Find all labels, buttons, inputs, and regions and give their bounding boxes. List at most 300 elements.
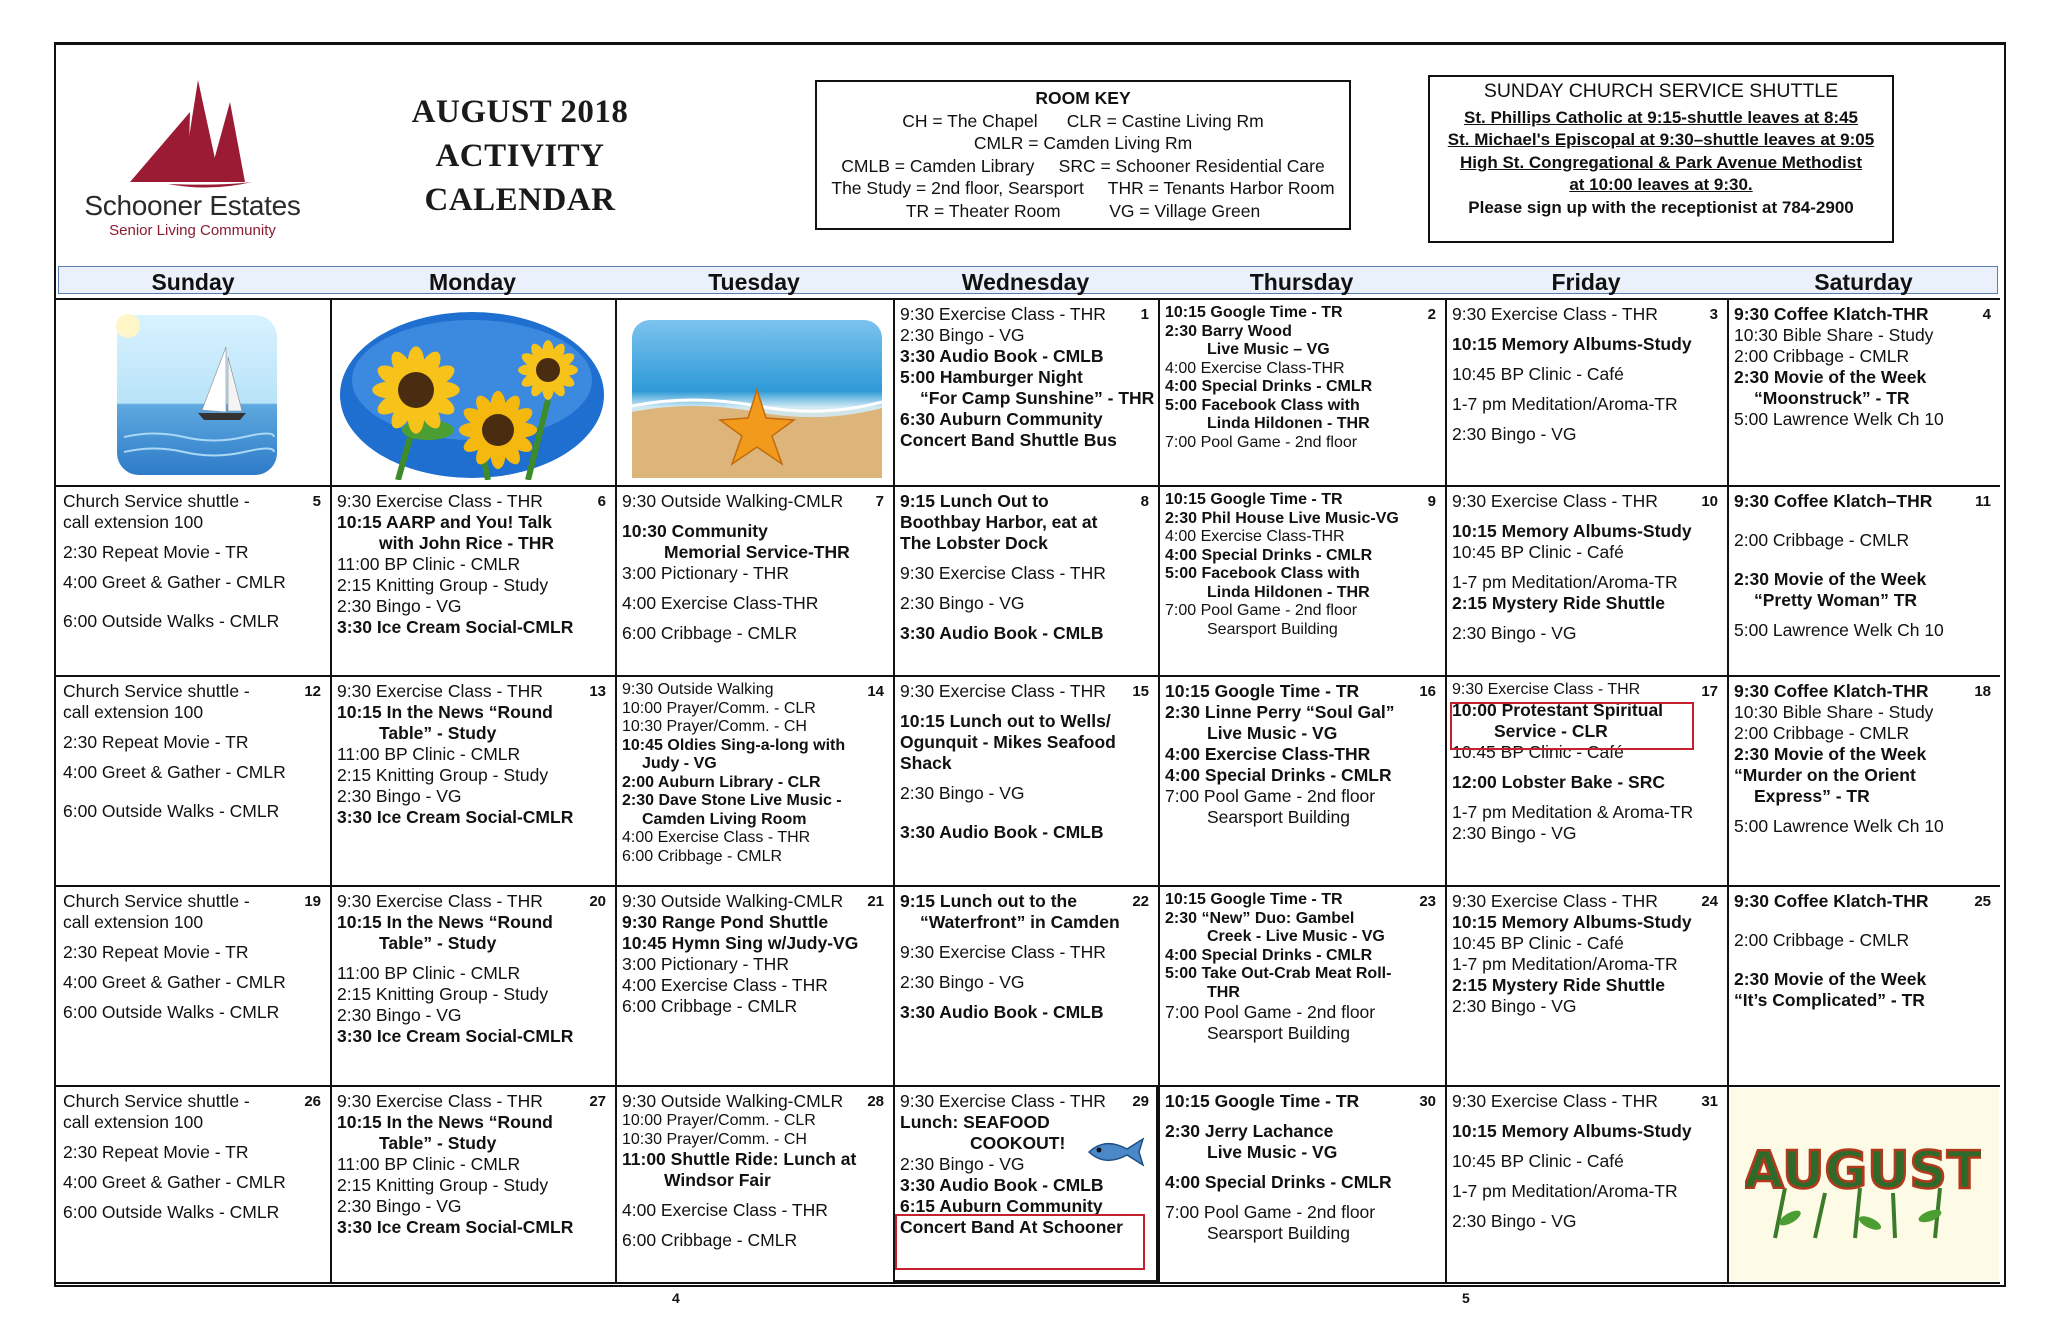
event-item: 9:30 Exercise Class - THR — [1452, 491, 1658, 511]
day-number: 28 — [867, 1093, 884, 1110]
event-item: 2:30 Bingo - VG — [900, 593, 1025, 613]
grid-divider — [56, 485, 2000, 487]
event-item: 2:30 Bingo - VG — [337, 1196, 462, 1216]
event-item: 1-7 pm Meditation/Aroma-TR — [1452, 394, 1678, 414]
event-item: 11:00 BP Clinic - CMLR — [337, 1154, 521, 1174]
event-item: 6:15 Auburn Community — [900, 1196, 1103, 1216]
event-item: 2:30 Movie of the Week — [1734, 744, 1927, 764]
event-item: 9:15 Lunch Out to — [900, 491, 1049, 511]
day-cell — [617, 888, 892, 1084]
room-key-line: CH = The Chapel CLR = Castine Living Rm — [902, 110, 1264, 131]
shuttle-heading: SUNDAY CHURCH SERVICE SHUTTLE — [1483, 80, 1839, 102]
weekday-thursday: Thursday — [1249, 269, 1354, 295]
sailboat-logo-icon — [70, 72, 315, 192]
event-item: 9:30 Exercise Class - THR — [1452, 1091, 1658, 1111]
highlight-box — [1450, 702, 1694, 750]
event-item: 6:00 Outside Walks - CMLR — [63, 1002, 280, 1022]
event-item: call extension 100 — [63, 702, 204, 722]
event-item: 4:00 Special Drinks - CMLR — [1165, 378, 1373, 395]
event-item: 9:30 Coffee Klatch-THR — [1734, 891, 1929, 911]
room-key-line: TR = Theater Room VG = Village Green — [905, 200, 1261, 221]
event-item: 2:30 Bingo - VG — [900, 783, 1025, 803]
day-number: 27 — [589, 1093, 606, 1110]
weekday-sunday: Sunday — [151, 269, 235, 295]
event-item: 11:00 BP Clinic - CMLR — [337, 963, 521, 983]
event-item: 9:30 Outside Walking-CMLR — [622, 491, 844, 511]
event-item: 4:00 Special Drinks - CMLR — [1165, 1172, 1392, 1192]
event-item: 2:30 Bingo - VG — [1452, 996, 1577, 1016]
event-item: 2:00 Cribbage - CMLR — [1734, 346, 1910, 366]
event-item: 11:00 BP Clinic - CMLR — [337, 744, 521, 764]
event-item: 5:00 Facebook Class with — [1165, 396, 1360, 414]
day-cell — [1160, 1088, 1444, 1281]
event-item: 10:30 Bible Share - Study — [1734, 325, 1934, 345]
event-item: 6:00 Cribbage - CMLR — [622, 623, 798, 643]
logo-name: Schooner Estates — [84, 190, 301, 221]
day-number: 12 — [304, 683, 321, 700]
event-item: 9:15 Lunch out to the — [900, 891, 1077, 911]
grid-divider — [56, 1282, 2000, 1284]
event-item: 5:00 Lawrence Welk Ch 10 — [1734, 620, 1944, 640]
grid-divider — [56, 298, 2000, 300]
event-item: 2:15 Knitting Group - Study — [337, 1175, 549, 1195]
event-item: Table” - Study — [379, 1133, 497, 1153]
event-item: 4:00 Exercise Class-THR — [1165, 528, 1345, 545]
event-item: 10:15 In the News “Round — [337, 702, 553, 722]
event-item: Lunch: SEAFOOD — [900, 1112, 1050, 1132]
event-item: 9:30 Exercise Class - THR — [337, 1091, 543, 1111]
event-item: Judy - VG — [642, 755, 717, 772]
day-cell — [1160, 888, 1444, 1084]
day-cell — [895, 888, 1157, 1084]
event-item: 3:30 Ice Cream Social-CMLR — [337, 1026, 574, 1046]
day-number: 3 — [1709, 306, 1718, 323]
event-item: 10:45 BP Clinic - Café — [1452, 1151, 1624, 1171]
event-item: COOKOUT! — [970, 1133, 1066, 1153]
day-number: 25 — [1974, 893, 1991, 910]
event-item: Windsor Fair — [664, 1170, 771, 1190]
event-item: 5:00 Take Out-Crab Meat Roll- — [1165, 965, 1392, 982]
event-item: 10:15 Google Time - TR — [1165, 891, 1343, 908]
event-item: 7:00 Pool Game - 2nd floor — [1165, 602, 1358, 619]
day-number: 17 — [1701, 683, 1718, 700]
event-item: 2:30 Bingo - VG — [337, 786, 462, 806]
event-item: Searsport Building — [1207, 1223, 1350, 1243]
event-item: 2:30 Repeat Movie - TR — [63, 542, 249, 562]
event-item: call extension 100 — [63, 912, 204, 932]
event-item: 10:45 BP Clinic - Café — [1452, 542, 1624, 562]
event-item: 2:30 Bingo - VG — [1452, 1211, 1577, 1231]
event-item: Linda Hildonen - THR — [1207, 415, 1370, 432]
event-item: 10:45 BP Clinic - Café — [1452, 741, 1624, 762]
day-cell — [617, 488, 892, 674]
day-cell — [1160, 301, 1444, 484]
room-key-line: CMLR = Camden Living Rm — [973, 133, 1193, 153]
day-cell — [332, 1088, 614, 1281]
emphasis-box — [893, 1085, 1158, 1282]
day-number: 26 — [304, 1093, 321, 1110]
event-item: 6:30 Auburn Community — [900, 409, 1103, 429]
event-item: 2:30 Bingo - VG — [1452, 424, 1577, 444]
day-cell — [1729, 888, 1999, 1084]
event-item: 6:00 Cribbage - CMLR — [622, 996, 798, 1016]
room-key-heading: ROOM KEY — [1035, 88, 1131, 108]
day-number: 9 — [1427, 493, 1436, 510]
logo-tagline: Senior Living Community — [109, 222, 276, 239]
event-item: 7:00 Pool Game - 2nd floor — [1165, 433, 1358, 451]
day-cell — [332, 488, 614, 674]
day-number: 24 — [1701, 893, 1718, 910]
day-number: 20 — [589, 893, 606, 910]
event-item: 4:00 Exercise Class-THR — [1165, 359, 1345, 377]
event-item: Church Service shuttle - — [63, 891, 250, 911]
event-item: 9:30 Coffee Klatch-THR — [1734, 681, 1929, 701]
title-line: AUGUST 2018 — [411, 94, 629, 130]
event-item: call extension 100 — [63, 1112, 204, 1132]
event-item: 4:00 Special Drinks - CMLR — [1165, 946, 1373, 964]
weekday-monday: Monday — [429, 269, 516, 295]
event-item: 4:00 Special Drinks - CMLR — [1165, 546, 1373, 564]
day-cell — [1447, 1088, 1726, 1281]
event-item: 3:30 Ice Cream Social-CMLR — [337, 617, 574, 637]
day-number: 23 — [1419, 893, 1436, 910]
day-number: 11 — [1975, 493, 1991, 510]
event-item: 2:30 Jerry Lachance — [1165, 1121, 1334, 1141]
event-item: 9:30 Outside Walking — [622, 681, 774, 698]
event-item: Church Service shuttle - — [63, 681, 250, 701]
event-item: “Waterfront” in Camden — [920, 912, 1120, 932]
event-item: 9:30 Outside Walking-CMLR — [622, 1091, 844, 1111]
day-number: 29 — [1132, 1093, 1149, 1110]
event-item: 5:00 Facebook Class with — [1165, 565, 1360, 582]
event-item: 6:00 Outside Walks - CMLR — [63, 1202, 280, 1222]
event-item: Camden Living Room — [642, 810, 807, 828]
weekday-friday: Friday — [1551, 269, 1621, 295]
event-item: 10:00 Protestant Spiritual — [1452, 699, 1664, 720]
event-item: 2:30 Repeat Movie - TR — [63, 942, 249, 962]
grid-divider — [56, 885, 2000, 887]
event-item: 3:30 Ice Cream Social-CMLR — [337, 807, 574, 827]
event-item: call extension 100 — [63, 512, 204, 532]
weekday-wednesday: Wednesday — [961, 269, 1090, 295]
event-item: 10:30 Prayer/Comm. - CH — [622, 718, 807, 735]
event-item: 9:30 Exercise Class - THR — [900, 681, 1106, 701]
day-cell — [895, 488, 1157, 674]
event-item: Searsport Building — [1207, 807, 1350, 827]
event-item: 10:30 Prayer/Comm. - CH — [622, 1130, 807, 1148]
event-item: 2:30 Movie of the Week — [1734, 367, 1927, 387]
day-cell — [332, 678, 614, 884]
room-key-box — [815, 80, 1351, 230]
page-title — [370, 90, 670, 222]
event-item: 10:15 Lunch out to Wells/ — [900, 711, 1111, 731]
event-item: 6:00 Outside Walks - CMLR — [63, 801, 280, 821]
event-item: 4:00 Greet & Gather - CMLR — [63, 762, 286, 782]
event-item: 4:00 Exercise Class - THR — [622, 829, 811, 846]
title-line: CALENDAR — [424, 182, 616, 218]
room-key-line: The Study = 2nd floor, Searsport THR = Tenants Harbor Room — [831, 178, 1335, 198]
event-item: 3:00 Pictionary - THR — [622, 563, 789, 583]
event-item: 3:30 Audio Book - CMLB — [900, 822, 1104, 842]
day-cell — [1447, 301, 1726, 484]
event-item: 9:30 Outside Walking-CMLR — [622, 891, 844, 911]
day-number: 10 — [1701, 493, 1718, 510]
day-cell — [1160, 678, 1444, 884]
weekday-saturday: Saturday — [1814, 269, 1913, 295]
event-item: 2:30 Bingo - VG — [900, 325, 1025, 345]
event-item: 4:00 Greet & Gather - CMLR — [63, 1172, 286, 1192]
event-item: “Pretty Woman” TR — [1754, 590, 1918, 610]
day-number: 5 — [312, 493, 321, 510]
day-number: 14 — [867, 683, 884, 700]
event-item: 2:00 Cribbage - CMLR — [1734, 930, 1910, 950]
event-item: 2:30 Bingo - VG — [900, 1154, 1025, 1174]
event-item: Memorial Service-THR — [664, 542, 850, 562]
event-item: 2:30 Dave Stone Live Music - — [622, 792, 842, 809]
event-item: 2:00 Cribbage - CMLR — [1734, 723, 1910, 743]
day-cell — [58, 1088, 329, 1281]
event-item: 2:30 Repeat Movie - TR — [63, 732, 249, 752]
day-number: 7 — [875, 493, 884, 510]
event-item: 9:30 Coffee Klatch–THR — [1734, 491, 1933, 511]
event-item: 12:00 Lobster Bake - SRC — [1452, 771, 1665, 792]
event-item: Church Service shuttle - — [63, 1091, 250, 1111]
event-item: 9:30 Coffee Klatch-THR — [1734, 304, 1929, 324]
event-item: 2:30 “New” Duo: Gambel — [1165, 909, 1355, 927]
event-item: Searsport Building — [1207, 620, 1338, 638]
event-item: 2:15 Knitting Group - Study — [337, 984, 549, 1004]
day-cell — [332, 888, 614, 1084]
event-item: 10:00 Prayer/Comm. - CLR — [622, 1112, 816, 1129]
day-number: 19 — [304, 893, 321, 910]
day-number: 31 — [1701, 1093, 1718, 1110]
day-cell — [895, 301, 1157, 484]
event-item: 3:30 Ice Cream Social-CMLR — [337, 1217, 574, 1237]
day-cell — [617, 1088, 892, 1281]
day-number: 6 — [597, 493, 606, 510]
event-item: 10:15 Google Time - TR — [1165, 304, 1343, 321]
event-item: 10:15 Google Time - TR — [1165, 1091, 1360, 1111]
day-number: 1 — [1140, 306, 1149, 323]
event-item: 9:30 Exercise Class - THR — [337, 891, 543, 911]
event-item: Church Service shuttle - — [63, 491, 250, 511]
event-item: 4:00 Special Drinks - CMLR — [1165, 765, 1392, 785]
event-item: 3:30 Audio Book - CMLB — [900, 346, 1104, 366]
event-item: 10:45 Oldies Sing-a-long with — [622, 736, 846, 754]
shuttle-line: St. Michael's Episcopal at 9:30–shuttle leaves at 9:05 — [1447, 130, 1875, 149]
event-item: 10:15 Memory Albums-Study — [1452, 334, 1692, 354]
grid-divider — [56, 675, 2000, 677]
day-number: 22 — [1132, 893, 1149, 910]
event-item: 9:30 Exercise Class - THR — [900, 563, 1106, 583]
event-item: “Murder on the Orient — [1734, 765, 1916, 785]
event-item: 1-7 pm Meditation/Aroma-TR — [1452, 572, 1678, 592]
event-item: 2:30 Movie of the Week — [1734, 969, 1927, 989]
event-item: 2:30 Bingo - VG — [1452, 822, 1577, 843]
room-key-line: CMLB = Camden Library SRC = Schooner Residential Care — [841, 155, 1325, 176]
event-item: 1-7 pm Meditation/Aroma-TR — [1452, 954, 1678, 974]
event-item: 2:00 Cribbage - CMLR — [1734, 530, 1910, 550]
event-item: The Lobster Dock — [900, 533, 1048, 553]
day-cell — [1729, 301, 1999, 484]
event-item: 9:30 Exercise Class - THR — [337, 681, 543, 701]
event-item: 5:00 Hamburger Night — [900, 367, 1083, 387]
day-cell — [58, 488, 329, 674]
event-item: 2:15 Mystery Ride Shuttle — [1452, 593, 1665, 613]
shuttle-line: St. Phillips Catholic at 9:15-shuttle leaves at 8:45 — [1464, 107, 1858, 127]
event-item: Concert Band Shuttle Bus — [900, 430, 1117, 450]
event-item: 10:30 Community — [622, 521, 768, 541]
day-cell — [1729, 678, 1999, 884]
event-item: 1-7 pm Meditation/Aroma-TR — [1452, 1181, 1678, 1201]
event-item: 2:30 Bingo - VG — [900, 972, 1025, 992]
event-item: Table” - Study — [379, 933, 497, 953]
event-item: THR — [1207, 983, 1240, 1001]
event-item: 9:30 Exercise Class - THR — [900, 304, 1106, 324]
day-cell — [1447, 488, 1726, 674]
page-number: 4 — [672, 1290, 680, 1306]
day-number: 16 — [1419, 683, 1436, 700]
august-word-art-text: AUGUST — [1745, 1141, 1981, 1201]
event-item: 9:30 Exercise Class - THR — [1452, 681, 1641, 698]
event-item: 11:00 BP Clinic - CMLR — [337, 554, 521, 574]
day-number: 18 — [1974, 683, 1991, 700]
event-item: 9:30 Exercise Class - THR — [337, 491, 543, 511]
event-item: 10:45 BP Clinic - Café — [1452, 933, 1624, 953]
event-item: 2:30 Bingo - VG — [337, 1005, 462, 1025]
event-item: 3:30 Audio Book - CMLB — [900, 1002, 1104, 1022]
event-item: 4:00 Exercise Class-THR — [1165, 744, 1371, 764]
event-item: Express” - TR — [1754, 786, 1870, 806]
day-number: 13 — [589, 683, 606, 700]
church-shuttle-box — [1428, 75, 1894, 243]
event-item: 1-7 pm Meditation & Aroma-TR — [1452, 801, 1694, 822]
title-line: ACTIVITY — [435, 138, 605, 174]
event-item: 4:00 Exercise Class - THR — [622, 975, 828, 995]
event-item: Concert Band At Schooner — [900, 1217, 1123, 1237]
shuttle-line: at 10:00 leaves at 9:30. — [1569, 175, 1753, 194]
event-item: Creek - Live Music - VG — [1207, 928, 1385, 945]
day-number: 4 — [1982, 306, 1991, 323]
event-item: Table” - Study — [379, 723, 497, 743]
event-item: 2:15 Knitting Group - Study — [337, 575, 549, 595]
event-item: 10:15 Memory Albums-Study — [1452, 912, 1692, 932]
day-cell — [58, 888, 329, 1084]
event-item: 7:00 Pool Game - 2nd floor — [1165, 1002, 1376, 1022]
event-item: Searsport Building — [1207, 1023, 1350, 1043]
day-number: 2 — [1427, 306, 1436, 323]
event-item: 2:15 Mystery Ride Shuttle — [1452, 975, 1665, 995]
event-item: 3:30 Audio Book - CMLB — [900, 623, 1104, 643]
event-item: 11:00 Shuttle Ride: Lunch at — [622, 1149, 857, 1169]
day-number: 30 — [1419, 1093, 1436, 1110]
sunflowers-image — [338, 310, 606, 480]
event-item: 2:30 Linne Perry “Soul Gal” — [1165, 702, 1395, 722]
event-item: 6:00 Cribbage - CMLR — [622, 1230, 798, 1250]
event-item: 10:45 BP Clinic - Café — [1452, 364, 1624, 384]
event-item: 5:00 Lawrence Welk Ch 10 — [1734, 816, 1944, 836]
day-number: 8 — [1140, 493, 1149, 510]
event-item: “Moonstruck” - TR — [1754, 388, 1910, 408]
event-item: 2:30 Movie of the Week — [1734, 569, 1927, 589]
event-item: 10:15 In the News “Round — [337, 1112, 553, 1132]
event-item: 5:00 Lawrence Welk Ch 10 — [1734, 409, 1944, 429]
event-item: Boothbay Harbor, eat at — [900, 512, 1098, 532]
event-item: Live Music - VG — [1207, 723, 1338, 743]
event-item: 2:15 Knitting Group - Study — [337, 765, 549, 785]
event-item: 2:30 Repeat Movie - TR — [63, 1142, 249, 1162]
event-item: 4:00 Exercise Class-THR — [622, 593, 819, 613]
event-item: 2:00 Auburn Library - CLR — [622, 773, 821, 791]
event-item: Linda Hildonen - THR — [1207, 583, 1370, 601]
day-number: 21 — [867, 893, 884, 910]
weekday-tuesday: Tuesday — [708, 269, 800, 295]
shuttle-note: Please sign up with the receptionist at 784-2900 — [1468, 197, 1854, 217]
event-item: 2:30 Barry Wood — [1165, 322, 1292, 340]
event-item: Service - CLR — [1494, 720, 1608, 741]
event-item: 10:15 AARP and You! Talk — [337, 512, 552, 532]
shuttle-line: High St. Congregational & Park Avenue Methodist — [1459, 152, 1863, 172]
event-item: with John Rice - THR — [379, 533, 554, 553]
event-item: Shack — [900, 753, 952, 773]
sailboat-on-sea-image — [114, 312, 280, 478]
day-cell — [617, 678, 892, 884]
event-item: 3:00 Pictionary - THR — [622, 954, 789, 974]
event-item: 10:00 Prayer/Comm. - CLR — [622, 699, 816, 717]
event-item: 9:30 Range Pond Shuttle — [622, 912, 829, 932]
event-item: 3:30 Audio Book - CMLB — [900, 1175, 1104, 1195]
day-cell — [1729, 488, 1999, 674]
event-item: 9:30 Exercise Class - THR — [1452, 891, 1658, 911]
event-item: 10:15 Google Time - TR — [1165, 681, 1360, 701]
event-item: 9:30 Exercise Class - THR — [900, 1091, 1106, 1111]
event-item: 2:30 Bingo - VG — [337, 596, 462, 616]
page-number: 5 — [1462, 1290, 1470, 1306]
event-item: Live Music - VG — [1207, 1142, 1338, 1162]
event-item: “It’s Complicated” - TR — [1734, 990, 1925, 1010]
event-item: 7:00 Pool Game - 2nd floor — [1165, 786, 1376, 806]
event-item: 10:15 Google Time - TR — [1165, 491, 1343, 508]
event-item: 10:30 Bible Share - Study — [1734, 702, 1934, 722]
day-cell — [1160, 488, 1444, 674]
day-cell — [1447, 888, 1726, 1084]
event-item: 10:15 Memory Albums-Study — [1452, 521, 1692, 541]
day-number: 15 — [1132, 683, 1149, 700]
event-item: 10:15 In the News “Round — [337, 912, 553, 932]
event-item: 2:30 Phil House Live Music-VG — [1165, 509, 1399, 527]
event-item: 4:00 Greet & Gather - CMLR — [63, 972, 286, 992]
event-item: “For Camp Sunshine” - THR — [920, 388, 1155, 408]
starfish-beach-image — [632, 320, 882, 478]
fish-icon — [1085, 1133, 1149, 1171]
day-cell — [895, 678, 1157, 884]
event-item: 6:00 Outside Walks - CMLR — [63, 611, 280, 631]
event-item: Live Music – VG — [1207, 341, 1330, 358]
event-item: 2:30 Bingo - VG — [1452, 623, 1577, 643]
event-item: 4:00 Greet & Gather - CMLR — [63, 572, 286, 592]
event-item: 9:30 Exercise Class - THR — [1452, 304, 1658, 324]
event-item: 4:00 Exercise Class - THR — [622, 1200, 828, 1220]
august-word-art-image — [1745, 1128, 1981, 1248]
day-cell — [58, 678, 329, 884]
event-item: 10:45 Hymn Sing w/Judy-VG — [622, 933, 859, 953]
event-item: Ogunquit - Mikes Seafood — [900, 732, 1116, 752]
schooner-estates-logo — [70, 72, 315, 247]
event-item: 9:30 Exercise Class - THR — [900, 942, 1106, 962]
event-item: 10:15 Memory Albums-Study — [1452, 1121, 1692, 1141]
event-item: 7:00 Pool Game - 2nd floor — [1165, 1202, 1376, 1222]
event-item: 6:00 Cribbage - CMLR — [622, 847, 783, 865]
